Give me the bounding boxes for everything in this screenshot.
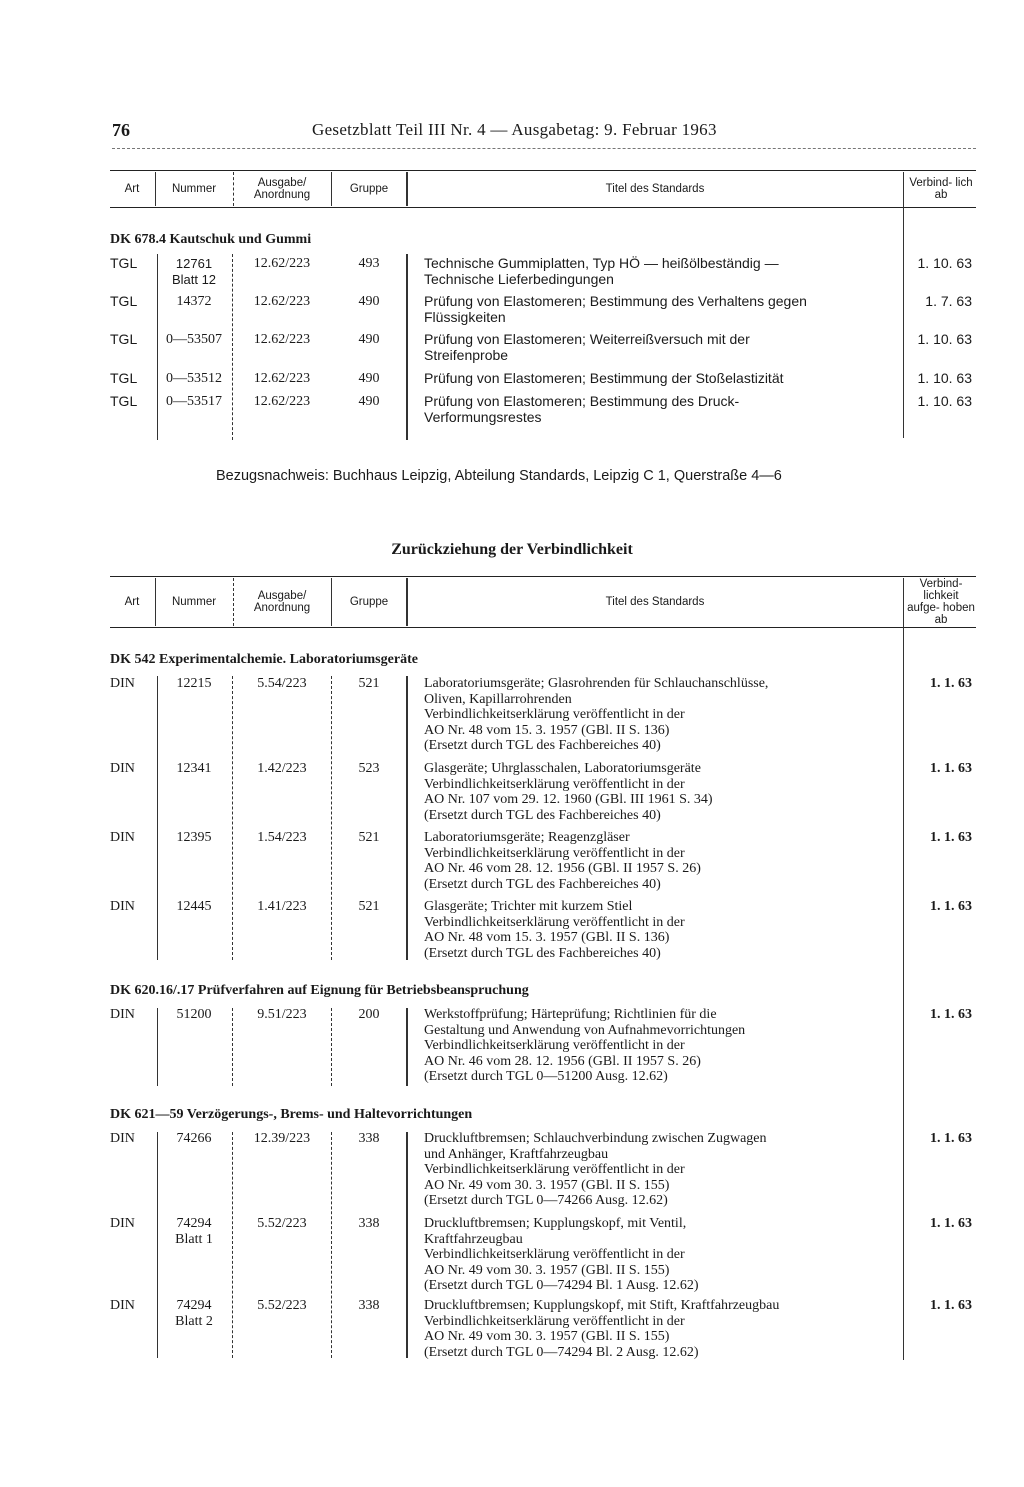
col-divider: [232, 1132, 233, 1358]
col-divider: [331, 1132, 332, 1358]
col-divider: [232, 1008, 233, 1086]
col-titel: Titel des Standards: [605, 183, 705, 195]
section-title: DK 678.4 Kautschuk und Gummi: [110, 232, 312, 247]
section-title: DK 620.16/.17 Prüfverfahren auf Eignung für Betriebsbeanspruchung: [110, 983, 529, 998]
standards-table: Art Nummer Ausgabe/ Anordnung Gruppe Titel des Standards Verbind- lich ab DK 678.4 Kautschuk und Gummi TGL 12761 Blatt 12 12.62/223 493 Technische Gummiplatten, Typ HÖ — heißölbeständig — Technische Lieferbedingungen 1. 10. 63 TGL 14372 12.62/223 490 Prüfung von Elastomeren; Bestimmung des Verhaltens gegen Flüssigkeiten 1. 7. 63 TGL 0—53507 12.62/223 490 Prüfung von Elastomeren; Weiterreißversuch mit der Streifenprobe 1. 10. 63 TGL 0—53512 12.62/223 490 Prüfung von Elastomeren; Bestimmung der Stoßelastizität 1. 10. 63 TGL 0—53517 12.62/223 490 Prüfung von Elastomeren; Bestimmung des Druck- Verformungsrestes 1. 10. 63: [110, 170, 976, 208]
withdrawal-table: Art Nummer Ausgabe/ Anordnung Gruppe Titel des Standards Verbind- lichkeit aufge- hoben ab DK 542 Experimentalchemie. Laboratoriumsgeräte DIN 12215 5.54/223 521 Laboratoriumsgeräte; Glasrohrenden für Schlauchanschlüsse, Oliven, Kapillarrohrenden Verbindlichkeitserklärung veröffentlicht in der AO Nr. 48 vom 15. 3. 1957 (GBl. II S. 136) (Ersetzt durch TGL des Fachbereiches 40) 1. 1. 63 DIN 12341 1.42/223 523 Glasgeräte; Uhrglasschalen, Laboratoriumsgeräte Verbindlichkeitserklärung veröffentlicht in der AO Nr. 107 vom 29. 12. 1960 (GBl. III 1961 S. 34) (Ersetzt durch TGL des Fachbereiches 40) 1. 1. 63 DIN 12395 1.54/223 521 Laboratoriumsgeräte; Reagenzgläser Verbindlichkeitserklärung veröffentlicht in der AO Nr. 46 vom 28. 12. 1956 (GBl. II 1957 S. 26) (Ersetzt durch TGL des Fachbereiches 40) 1. 1. 63 DIN 12445 1.41/223 521 Glasgeräte; Trichter mit kurzem Stiel Verbindlichkeitserklärung veröffentlicht in der AO Nr. 48 vom 15. 3. 1957 (GBl. II S. 136) (Ersetzt durch TGL des Fachbereiches 40) 1. 1. 63 DK 620.16/.17 Prüfverfahren auf Eignung für Betriebsbeanspruchung DIN 51200 9.51/223 200 Werkstoffprüfung; Härteprüfung; Richtlinien für die Gestaltung und Anwendung von Aufnahmevorrichtungen Verbindlichkeitserklärung veröffentlicht in der AO Nr. 46 vom 28. 12. 1956 (GBl. II 1957 S. 26) (Ersetzt durch TGL 0—51200 Ausg. 12.62) 1. 1. 63 DK 621—59 Verzögerungs-, Brems- und Haltevorrichtungen DIN 74266 12.39/223 338 Druckluftbremsen; Schlauchverbindung zwischen Zugwagen und Anhänger, Kraftfahrzeugbau Verbindlichkeitserklärung veröffentlicht in der AO Nr. 49 vom 30. 3. 1957 (GBl. II S. 155) (Ersetzt durch TGL 0—74266 Ausg. 12.62) 1. 1. 63 DIN 74294 Blatt 1 5.52/223 338 Druckluftbremsen; Kupplungskopf, mit Ventil, Kraftfahrzeugbau Verbindlichkeitserklärung veröffentlicht in der AO Nr. 49 vom 30. 3. 1957 (GBl. II S. 155) (Ersetzt durch TGL 0—74294 Bl. 1 Ausg. 12.62) 1. 1. 63 DIN 74294 Blatt 2 5.52/223 338 Druckluftbremsen; Kupplungskopf, mit Stift, Kraftfahrzeugbau Verbindlichkeitserklärung veröffentlicht in der AO Nr. 49 vom 30. 3. 1957 (GBl. II S. 155) (Ersetzt durch TGL 0—74294 Bl. 2 Ausg. 12.62) 1. 1. 63: [110, 578, 975, 1360]
col-gruppe: Gruppe: [349, 596, 389, 608]
col-gruppe: Gruppe: [349, 183, 389, 195]
col-divider: [406, 254, 408, 440]
table-header: [110, 170, 976, 208]
header-rule: [112, 148, 976, 149]
section-heading: Zurückziehung der Verbindlichkeit: [391, 541, 633, 558]
col-titel: Titel des Standards: [605, 596, 705, 608]
col-divider: [232, 254, 233, 440]
col-divider: [406, 578, 408, 626]
col-datum: Verbind- lichkeit aufge- hoben ab: [907, 578, 975, 626]
col-divider: [233, 172, 234, 206]
col-datum: Verbind- lich ab: [909, 177, 973, 201]
col-divider: [233, 578, 234, 626]
col-art: Art: [124, 183, 140, 195]
page-number: 76: [112, 120, 130, 140]
col-divider: [331, 578, 332, 626]
page-header: [112, 120, 980, 144]
col-divider: [406, 1008, 408, 1086]
col-nummer: Nummer: [171, 183, 217, 195]
col-divider: [406, 172, 408, 206]
col-art: Art: [124, 596, 140, 608]
col-divider: [406, 676, 408, 960]
section-title: DK 621—59 Verzögerungs-, Brems- und Haltevorrichtungen: [110, 1107, 473, 1122]
col-divider: [232, 676, 233, 960]
col-nummer: Nummer: [171, 596, 217, 608]
col-divider: [331, 676, 332, 960]
col-divider: [155, 578, 156, 626]
bezugsnachweis: Bezugsnachweis: Buchhaus Leipzig, Abteilung Standards, Leipzig C 1, Querstraße 4—6: [216, 468, 782, 484]
col-divider: [406, 1132, 408, 1358]
page-title: Gesetzblatt Teil III Nr. 4 — Ausgabetag: 9. Februar 1963: [312, 120, 717, 139]
col-ausgabe: Ausgabe/ Anordnung: [253, 177, 311, 201]
section-title: DK 542 Experimentalchemie. Laboratoriumsgeräte: [110, 652, 418, 667]
col-divider: [331, 172, 332, 206]
col-divider: [155, 172, 156, 206]
col-divider: [157, 676, 158, 960]
col-ausgabe: Ausgabe/ Anordnung: [253, 590, 311, 614]
